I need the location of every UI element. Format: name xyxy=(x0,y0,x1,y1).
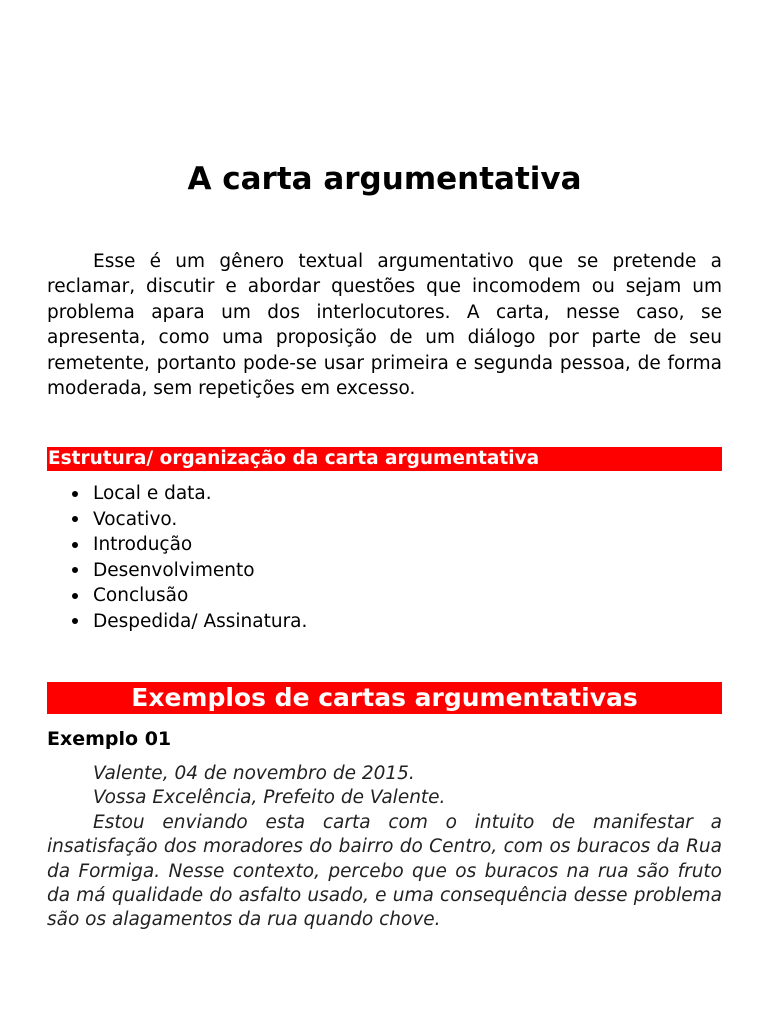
letter-place-date: Valente, 04 de novembro de 2015. xyxy=(93,763,415,784)
bullet-icon xyxy=(72,567,78,573)
structure-heading: Estrutura/ organização da carta argumentativa xyxy=(47,447,722,471)
example-label: Exemplo 01 xyxy=(47,728,172,750)
letter-body: Estou enviando esta carta com o intuito de manifestar a insatisfação dos moradores do bairro do Centro, com os buracos da Rua da Formiga. Nesse contexto, percebo que os buracos na rua são fruto da má qualidade do asfalto usado, e uma consequência desse problema são os alagamentos da rua quando chove. xyxy=(47,811,722,931)
list-item-label: Local e data. xyxy=(93,483,212,504)
list-item-label: Despedida/ Assinatura. xyxy=(93,610,308,632)
letter-salutation: Vossa Excelência, Prefeito de Valente. xyxy=(93,787,446,809)
list-item-label: Conclusão xyxy=(93,585,189,607)
bullet-icon xyxy=(72,593,78,599)
list-item-label: Desenvolvimento xyxy=(93,559,255,581)
bullet-icon xyxy=(72,618,78,624)
bullet-icon xyxy=(72,516,78,522)
list-item-label: Vocativo. xyxy=(93,508,178,530)
page-title: A carta argumentativa xyxy=(187,161,582,197)
list-item xyxy=(47,507,722,533)
intro-paragraph: Esse é um gênero textual argumentativo que se pretende a reclamar, discutir e abordar questões que incomodem ou sejam um problema apara um dos interlocutores. A carta, nesse caso, se apresenta, como uma proposição de um diálogo por parte de seu remetente, portanto pode-se usar primeira e segunda pessoa, de forma moderada, sem repetições em excesso. xyxy=(47,251,722,400)
structure-list xyxy=(47,481,722,635)
bullet-icon xyxy=(72,542,78,548)
list-item xyxy=(47,583,722,609)
list-item xyxy=(47,609,722,635)
bullet-icon xyxy=(72,491,78,497)
list-item xyxy=(47,532,722,558)
list-item xyxy=(47,558,722,584)
examples-heading: Exemplos de cartas argumentativas xyxy=(47,682,722,714)
example-letter xyxy=(47,762,722,933)
list-item-label: Introdução xyxy=(93,534,193,556)
list-item xyxy=(47,481,722,507)
